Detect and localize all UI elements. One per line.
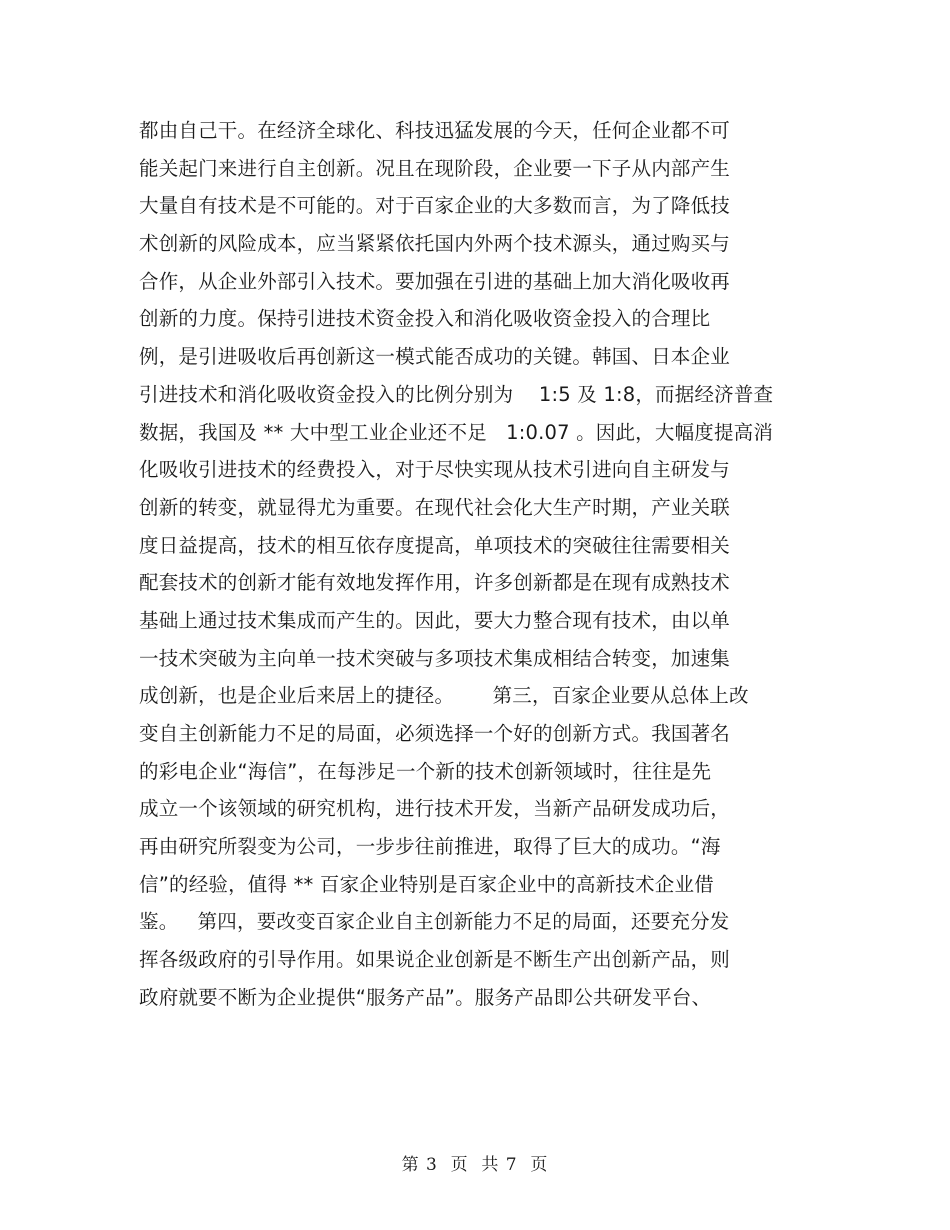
text-line: 成立一个该领域的研究机构，进行技术开发，当新产品研发成功后， <box>139 797 731 821</box>
text-line: 度日益提高，技术的相互依存度提高，单项技术的突破往往需要相关 <box>139 533 731 557</box>
text-line: 配套技术的创新才能有效地发挥作用，许多创新都是在现有成熟技术 <box>139 571 731 595</box>
text-line: 术创新的风险成本，应当紧紧依托国内外两个技术源头，通过购买与 <box>139 232 731 256</box>
text-line: 例，是引进吸收后再创新这一模式能否成功的关键。韩国、日本企业 <box>139 345 731 369</box>
text-line: 创新的转变，就显得尤为重要。在现代社会化大生产时期，产业关联 <box>139 495 731 519</box>
text-line: 一技术突破为主向单一技术突破与多项技术集成相结合转变，加速集 <box>139 646 731 670</box>
text-line: 能关起门来进行自主创新。况且在现阶段，企业要一下子从内部产生 <box>139 156 731 180</box>
text-line: 挥各级政府的引导作用。如果说企业创新是不断生产出创新产品，则 <box>139 948 731 972</box>
text-line: 都由自己干。在经济全球化、科技迅猛发展的今天，任何企业都不可 <box>139 119 731 142</box>
text-line: 的彩电企业“海信”，在每涉足一个新的技术创新领域时，往往是先 <box>139 759 712 783</box>
text-line: 数据，我国及 ** 大中型工业企业还不足 1:0.07 。因此，大幅度提高消 <box>139 420 774 444</box>
text-line: 信”的经验，值得 ** 百家企业特别是百家企业中的高新技术企业借 <box>139 872 714 896</box>
text-line: 大量自有技术是不可能的。对于百家企业的大多数而言，为了降低技 <box>139 194 731 218</box>
body-text <box>139 112 819 1017</box>
text-line: 引进技术和消化吸收资金投入的比例分别为 1:5 及 1:8，而据经济普查 <box>139 382 774 406</box>
text-line: 成创新，也是企业后来居上的捷径。 第三，百家企业要从总体上改 <box>139 684 749 708</box>
text-line: 变自主创新能力不足的局面，必须选择一个好的创新方式。我国著名 <box>139 722 731 745</box>
text-line: 化吸收引进技术的经费投入，对于尽快实现从技术引进向自主研发与 <box>139 458 731 482</box>
text-line: 政府就要不断为企业提供“服务产品”。服务产品即公共研发平台、 <box>139 985 712 1009</box>
text-line: 鉴。 第四，要改变百家企业自主创新能力不足的局面，还要充分发 <box>139 910 730 934</box>
text-line: 再由研究所裂变为公司，一步步往前推进，取得了巨大的成功。“海 <box>139 835 721 859</box>
text-line: 基础上通过技术集成而产生的。因此，要大力整合现有技术，由以单 <box>139 608 731 632</box>
text-line: 合作，从企业外部引入技术。要加强在引进的基础上加大消化吸收再 <box>139 269 731 293</box>
text-line: 创新的力度。保持引进技术资金投入和消化吸收资金投入的合理比 <box>139 307 711 331</box>
page-footer: 第 3 页 共 7 页 <box>401 1155 549 1175</box>
